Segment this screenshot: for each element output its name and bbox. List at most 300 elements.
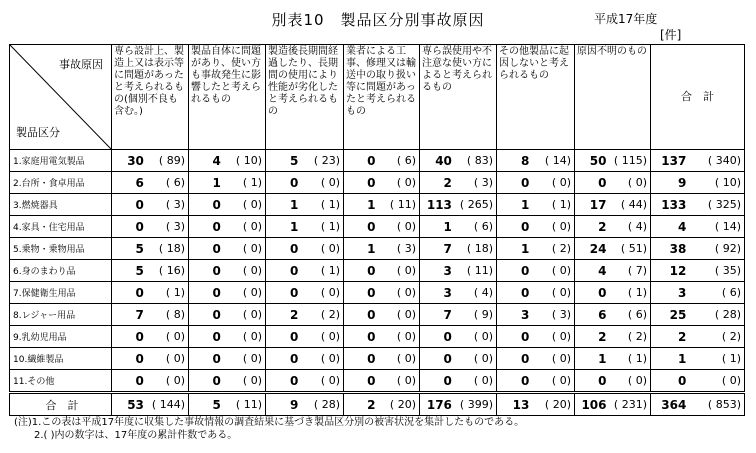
data-cell xyxy=(420,194,497,216)
cumulative-count: ( 89) xyxy=(144,154,188,167)
cumulative-count: ( 20) xyxy=(529,398,574,411)
data-cell xyxy=(266,304,344,326)
data-cell xyxy=(112,326,189,348)
table-body xyxy=(10,150,745,416)
year-count: 0 xyxy=(520,263,530,278)
data-cell xyxy=(497,393,575,416)
data-cell xyxy=(651,370,745,393)
cumulative-count: ( 0) xyxy=(376,176,420,189)
cumulative-count: ( 92) xyxy=(686,242,744,255)
data-cell xyxy=(344,370,420,393)
year-count: 0 xyxy=(212,263,221,278)
data-cell xyxy=(420,393,497,416)
year-count: 5 xyxy=(135,263,144,278)
data-cell xyxy=(575,326,651,348)
data-cell xyxy=(497,150,575,172)
data-cell xyxy=(420,172,497,194)
data-cell xyxy=(344,194,420,216)
year-count: 0 xyxy=(520,285,530,300)
year-count: 6 xyxy=(135,175,144,190)
year-count: 1 xyxy=(677,351,687,366)
cumulative-count: ( 0) xyxy=(529,176,574,189)
table-row xyxy=(10,326,745,348)
cumulative-count: ( 0) xyxy=(221,220,265,233)
year-count: 12 xyxy=(669,263,687,278)
year-count: 0 xyxy=(367,373,376,388)
data-cell xyxy=(651,216,745,238)
year-count: 0 xyxy=(289,175,299,190)
cumulative-count: ( 20) xyxy=(376,398,420,411)
cumulative-count: ( 0) xyxy=(529,330,574,343)
data-cell xyxy=(189,326,266,348)
cumulative-count: ( 4) xyxy=(452,286,496,299)
year-count: 24 xyxy=(589,241,607,256)
table-row xyxy=(10,216,745,238)
cumulative-count: ( 144) xyxy=(144,398,188,411)
data-cell xyxy=(189,216,266,238)
year-count: 2 xyxy=(443,175,452,190)
corner-cause-label: 事故原因 xyxy=(59,58,103,71)
year-count: 133 xyxy=(661,197,687,212)
data-cell xyxy=(344,172,420,194)
data-cell xyxy=(344,282,420,304)
footnote: 2.( )内の数字は、17年度の累計件数である。 xyxy=(34,430,238,441)
row-label: 8.レジャー用品 xyxy=(10,304,112,326)
year-count: 0 xyxy=(598,373,607,388)
column-header: 原因不明のもの xyxy=(575,45,651,150)
cumulative-count: ( 0) xyxy=(376,220,420,233)
year-count: 1 xyxy=(367,197,376,212)
data-cell xyxy=(420,150,497,172)
year-count: 0 xyxy=(135,351,144,366)
data-cell xyxy=(497,260,575,282)
year-count: 0 xyxy=(520,373,530,388)
data-cell xyxy=(189,370,266,393)
year-count: 1 xyxy=(443,219,452,234)
year-count: 3 xyxy=(443,263,452,278)
data-cell xyxy=(651,172,745,194)
cumulative-count: ( 0) xyxy=(607,374,651,387)
column-header: 業者による工事、修理又は輸送中の取り扱い等に問題があったと考えられるもの xyxy=(344,45,420,150)
year-count: 3 xyxy=(520,307,530,322)
year-count: 0 xyxy=(212,307,221,322)
data-cell xyxy=(112,348,189,370)
cumulative-count: ( 11) xyxy=(376,198,420,211)
year-count: 1 xyxy=(212,175,221,190)
data-cell xyxy=(344,238,420,260)
cumulative-count: ( 0) xyxy=(144,352,188,365)
data-cell xyxy=(497,370,575,393)
data-cell xyxy=(575,260,651,282)
year-count: 0 xyxy=(289,329,299,344)
data-cell xyxy=(497,326,575,348)
year-count: 3 xyxy=(443,285,452,300)
data-cell xyxy=(189,172,266,194)
data-cell xyxy=(266,216,344,238)
cumulative-count: ( 7) xyxy=(607,264,651,277)
year-count: 2 xyxy=(289,307,299,322)
year-count: 0 xyxy=(135,219,144,234)
column-header: 専ら誤使用や不注意な使い方によると考えられるもの xyxy=(420,45,497,150)
cumulative-count: ( 1) xyxy=(298,220,343,233)
year-count: 0 xyxy=(289,373,299,388)
year-count: 0 xyxy=(135,197,144,212)
cumulative-count: ( 0) xyxy=(529,286,574,299)
data-cell xyxy=(266,348,344,370)
year-count: 0 xyxy=(598,175,607,190)
cumulative-count: ( 0) xyxy=(376,374,420,387)
year-count: 38 xyxy=(669,241,687,256)
data-cell xyxy=(575,172,651,194)
year-count: 0 xyxy=(212,219,221,234)
data-cell xyxy=(575,304,651,326)
cumulative-count: ( 1) xyxy=(607,352,651,365)
data-cell xyxy=(575,348,651,370)
header-row xyxy=(10,45,745,150)
year-count: 4 xyxy=(677,219,687,234)
cumulative-count: ( 6) xyxy=(452,220,496,233)
year-count: 0 xyxy=(443,351,452,366)
cumulative-count: ( 0) xyxy=(221,374,265,387)
table-row xyxy=(10,304,745,326)
data-cell xyxy=(651,282,745,304)
footnote: (注)1.この表は平成17年度に収集した事故情報の調査結果に基づき製品区分別の被害状況を集計したものである。 xyxy=(14,417,525,428)
year-count: 1 xyxy=(289,197,299,212)
year-count: 0 xyxy=(212,197,221,212)
data-cell xyxy=(497,238,575,260)
data-cell xyxy=(189,304,266,326)
cumulative-count: ( 1) xyxy=(607,286,651,299)
year-count: 106 xyxy=(581,397,607,412)
data-cell xyxy=(575,393,651,416)
data-cell xyxy=(266,238,344,260)
data-cell xyxy=(344,304,420,326)
data-cell xyxy=(344,348,420,370)
unit-label: [件] xyxy=(660,28,682,42)
column-header: 製品自体に問題があり、使い方も事故発生に影響したと考えられるもの xyxy=(189,45,266,150)
cumulative-count: ( 265) xyxy=(452,198,496,211)
cumulative-count: ( 18) xyxy=(452,242,496,255)
year-count: 13 xyxy=(512,397,530,412)
year-count: 364 xyxy=(661,397,687,412)
row-label: 10.繊維製品 xyxy=(10,348,112,370)
data-cell xyxy=(112,370,189,393)
data-cell xyxy=(266,393,344,416)
year-count: 0 xyxy=(212,329,221,344)
data-cell xyxy=(189,238,266,260)
data-cell xyxy=(651,260,745,282)
cumulative-count: ( 0) xyxy=(376,286,420,299)
cumulative-count: ( 3) xyxy=(376,242,420,255)
cumulative-count: ( 0) xyxy=(376,352,420,365)
year-count: 5 xyxy=(135,241,144,256)
year-count: 1 xyxy=(520,197,530,212)
year-count: 8 xyxy=(520,153,530,168)
year-count: 113 xyxy=(426,197,452,212)
data-cell xyxy=(112,304,189,326)
data-cell xyxy=(651,326,745,348)
row-label: 2.台所・食卓用品 xyxy=(10,172,112,194)
data-cell xyxy=(575,282,651,304)
cumulative-count: ( 0) xyxy=(298,352,343,365)
year-count: 0 xyxy=(367,263,376,278)
data-cell xyxy=(189,150,266,172)
cumulative-count: ( 14) xyxy=(686,220,744,233)
cumulative-count: ( 3) xyxy=(452,176,496,189)
data-cell xyxy=(651,393,745,416)
row-label: 11.その他 xyxy=(10,370,112,393)
cumulative-count: ( 0) xyxy=(298,330,343,343)
cumulative-count: ( 1) xyxy=(686,352,744,365)
cumulative-count: ( 1) xyxy=(221,176,265,189)
data-cell xyxy=(112,150,189,172)
cumulative-count: ( 14) xyxy=(529,154,574,167)
data-cell xyxy=(651,348,745,370)
table-row xyxy=(10,150,745,172)
corner-header xyxy=(10,45,112,150)
year-count: 6 xyxy=(598,307,607,322)
total-column-header: 合 計 xyxy=(651,45,745,150)
cumulative-count: ( 325) xyxy=(686,198,744,211)
row-label: 9.乳幼児用品 xyxy=(10,326,112,348)
data-cell xyxy=(420,348,497,370)
cumulative-count: ( 0) xyxy=(452,352,496,365)
year-count: 2 xyxy=(598,219,607,234)
year-count: 0 xyxy=(598,285,607,300)
year-count: 0 xyxy=(367,351,376,366)
year-count: 0 xyxy=(135,285,144,300)
data-cell xyxy=(497,282,575,304)
data-cell xyxy=(266,326,344,348)
cumulative-count: ( 4) xyxy=(607,220,651,233)
cumulative-count: ( 9) xyxy=(452,308,496,321)
data-cell xyxy=(575,194,651,216)
data-cell xyxy=(112,194,189,216)
cumulative-count: ( 51) xyxy=(607,242,651,255)
year-count: 1 xyxy=(520,241,530,256)
cumulative-count: ( 3) xyxy=(144,220,188,233)
cumulative-count: ( 0) xyxy=(529,220,574,233)
year-count: 0 xyxy=(367,219,376,234)
data-cell xyxy=(420,282,497,304)
data-cell xyxy=(112,216,189,238)
cumulative-count: ( 0) xyxy=(452,374,496,387)
cumulative-count: ( 3) xyxy=(529,308,574,321)
data-cell xyxy=(266,370,344,393)
row-label: 1.家庭用電気製品 xyxy=(10,150,112,172)
year-count: 9 xyxy=(677,175,687,190)
cumulative-count: ( 0) xyxy=(452,330,496,343)
data-cell xyxy=(651,238,745,260)
cumulative-count: ( 0) xyxy=(376,264,420,277)
cumulative-count: ( 6) xyxy=(607,308,651,321)
table-row xyxy=(10,348,745,370)
year-count: 3 xyxy=(677,285,687,300)
data-cell xyxy=(575,370,651,393)
row-label: 4.家具・住宅用品 xyxy=(10,216,112,238)
year-count: 0 xyxy=(443,373,452,388)
cumulative-count: ( 1) xyxy=(298,264,343,277)
year-count: 5 xyxy=(212,397,221,412)
cumulative-count: ( 10) xyxy=(221,154,265,167)
year-count: 0 xyxy=(212,241,221,256)
table-row xyxy=(10,172,745,194)
data-cell xyxy=(266,282,344,304)
year-count: 137 xyxy=(661,153,687,168)
year-count: 5 xyxy=(289,153,299,168)
data-cell xyxy=(420,260,497,282)
cumulative-count: ( 6) xyxy=(376,154,420,167)
data-cell xyxy=(344,393,420,416)
data-cell xyxy=(420,238,497,260)
cumulative-count: ( 35) xyxy=(686,264,744,277)
cumulative-count: ( 1) xyxy=(144,286,188,299)
cumulative-count: ( 10) xyxy=(686,176,744,189)
data-cell xyxy=(651,194,745,216)
year-count: 2 xyxy=(367,397,376,412)
footnotes xyxy=(14,416,524,442)
cumulative-count: ( 0) xyxy=(144,374,188,387)
cumulative-count: ( 3) xyxy=(144,198,188,211)
cumulative-count: ( 0) xyxy=(298,242,343,255)
year-count: 7 xyxy=(135,307,144,322)
data-cell xyxy=(344,260,420,282)
column-header: その他製品に起因しないと考えられるもの xyxy=(497,45,575,150)
year-count: 30 xyxy=(127,153,144,168)
data-cell xyxy=(497,304,575,326)
cumulative-count: ( 0) xyxy=(221,330,265,343)
data-cell xyxy=(189,194,266,216)
cumulative-count: ( 18) xyxy=(144,242,188,255)
year-count: 0 xyxy=(367,329,376,344)
corner-category-label: 製品区分 xyxy=(16,126,60,139)
cumulative-count: ( 2) xyxy=(529,242,574,255)
cumulative-count: ( 115) xyxy=(607,154,651,167)
year-count: 0 xyxy=(135,329,144,344)
data-cell xyxy=(112,172,189,194)
year-count: 4 xyxy=(598,263,607,278)
year-count: 0 xyxy=(520,329,530,344)
table-row xyxy=(10,282,745,304)
year-count: 2 xyxy=(677,329,687,344)
year-count: 0 xyxy=(135,373,144,388)
year-count: 0 xyxy=(367,285,376,300)
table-row xyxy=(10,194,745,216)
data-cell xyxy=(189,393,266,416)
cumulative-count: ( 1) xyxy=(298,198,343,211)
cumulative-count: ( 0) xyxy=(221,198,265,211)
year-count: 40 xyxy=(435,153,452,168)
data-cell xyxy=(497,172,575,194)
cumulative-count: ( 23) xyxy=(298,154,343,167)
data-cell xyxy=(266,260,344,282)
cumulative-count: ( 0) xyxy=(607,176,651,189)
year-count: 0 xyxy=(367,175,376,190)
cumulative-count: ( 0) xyxy=(686,374,744,387)
cumulative-count: ( 853) xyxy=(686,398,744,411)
year-count: 176 xyxy=(426,397,452,412)
data-cell xyxy=(266,150,344,172)
cumulative-count: ( 83) xyxy=(452,154,496,167)
cumulative-count: ( 399) xyxy=(452,398,496,411)
data-cell xyxy=(189,260,266,282)
cumulative-count: ( 0) xyxy=(376,330,420,343)
year-count: 4 xyxy=(212,153,221,168)
cumulative-count: ( 6) xyxy=(686,286,744,299)
page-title: 別表10 製品区分別事故原因 xyxy=(271,11,485,29)
data-cell xyxy=(344,216,420,238)
cumulative-count: ( 44) xyxy=(607,198,651,211)
row-label: 6.身のまわり品 xyxy=(10,260,112,282)
year-count: 25 xyxy=(669,307,687,322)
row-label: 3.燃焼器具 xyxy=(10,194,112,216)
year-count: 0 xyxy=(520,175,530,190)
data-cell xyxy=(112,260,189,282)
cumulative-count: ( 6) xyxy=(144,176,188,189)
data-cell xyxy=(651,150,745,172)
data-cell xyxy=(575,238,651,260)
year-count: 7 xyxy=(443,307,452,322)
year-count: 0 xyxy=(520,219,530,234)
year-count: 17 xyxy=(589,197,607,212)
year-count: 0 xyxy=(520,351,530,366)
data-cell xyxy=(651,304,745,326)
year-count: 0 xyxy=(212,373,221,388)
data-cell xyxy=(575,216,651,238)
year-count: 0 xyxy=(289,351,299,366)
cumulative-count: ( 0) xyxy=(298,374,343,387)
cumulative-count: ( 0) xyxy=(529,352,574,365)
year-count: 0 xyxy=(367,153,376,168)
data-cell xyxy=(266,172,344,194)
cumulative-count: ( 0) xyxy=(221,286,265,299)
column-header: 専ら設計上、製造上又は表示等に問題があったと考えられるもの(個別不良も含む。) xyxy=(112,45,189,150)
data-cell xyxy=(112,393,189,416)
data-cell xyxy=(497,348,575,370)
year-count: 0 xyxy=(289,285,299,300)
cumulative-count: ( 28) xyxy=(298,398,343,411)
year-count: 0 xyxy=(212,285,221,300)
cumulative-count: ( 0) xyxy=(529,264,574,277)
year-count: 1 xyxy=(367,241,376,256)
year-count: 2 xyxy=(598,329,607,344)
data-cell xyxy=(420,216,497,238)
cumulative-count: ( 11) xyxy=(221,398,265,411)
data-cell xyxy=(420,326,497,348)
year-count: 0 xyxy=(212,351,221,366)
cumulative-count: ( 8) xyxy=(144,308,188,321)
data-cell xyxy=(189,282,266,304)
cumulative-count: ( 0) xyxy=(529,374,574,387)
cumulative-count: ( 231) xyxy=(607,398,651,411)
cumulative-count: ( 28) xyxy=(686,308,744,321)
cumulative-count: ( 2) xyxy=(686,330,744,343)
cumulative-count: ( 0) xyxy=(298,286,343,299)
fiscal-year: 平成17年度 xyxy=(594,12,658,26)
cumulative-count: ( 0) xyxy=(376,308,420,321)
data-cell xyxy=(112,282,189,304)
year-count: 9 xyxy=(289,397,299,412)
column-header: 製造後長期間経過したり、長期間の使用により性能が劣化したと考えられるもの xyxy=(266,45,344,150)
data-cell xyxy=(189,348,266,370)
year-count: 0 xyxy=(367,307,376,322)
cumulative-count: ( 1) xyxy=(529,198,574,211)
data-cell xyxy=(497,216,575,238)
year-count: 1 xyxy=(289,219,299,234)
data-cell xyxy=(266,194,344,216)
accident-cause-table xyxy=(9,44,745,416)
data-cell xyxy=(575,150,651,172)
